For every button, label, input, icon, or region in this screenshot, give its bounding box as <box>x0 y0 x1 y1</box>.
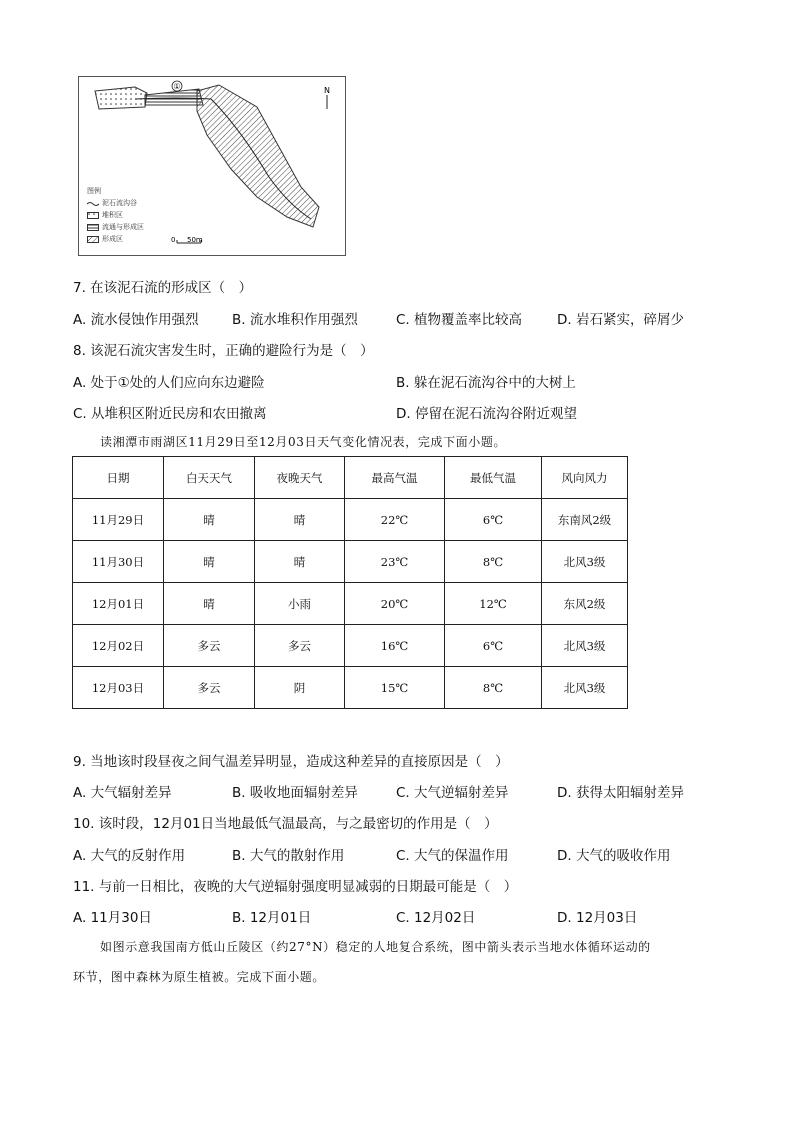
q9-option-d: D. 获得太阳辐射差异 <box>557 785 684 801</box>
cell-max-temp: 23℃ <box>345 541 445 583</box>
cell-min-temp: 8℃ <box>445 541 542 583</box>
q8-option-c: C. 从堆积区附近民房和农田撤离 <box>73 406 267 422</box>
debris-flow-map <box>78 76 346 256</box>
cell-wind: 北风3级 <box>542 667 628 709</box>
cell-max-temp: 22℃ <box>345 499 445 541</box>
cell-min-temp: 6℃ <box>445 625 542 667</box>
accumulation-zone <box>95 87 147 109</box>
legend-item-valley: 泥石流沟谷 <box>87 197 144 209</box>
weather-table <box>72 456 628 709</box>
table-row <box>73 499 628 541</box>
q7-option-b: B. 流水堆积作用强烈 <box>232 312 358 328</box>
q10-option-c: C. 大气的保温作用 <box>396 848 509 864</box>
q8-option-a: A. 处于①处的人们应向东边避险 <box>73 375 265 391</box>
legend-item-accumulation: 堆积区 <box>87 209 144 221</box>
q9-option-c: C. 大气逆辐射差异 <box>396 785 509 801</box>
q8-stem: 8. 该泥石流灾害发生时，正确的避险行为是（ ） <box>73 343 374 359</box>
header-max-temp: 最高气温 <box>345 457 445 499</box>
cell-wind: 东风2级 <box>542 583 628 625</box>
cell-max-temp: 16℃ <box>345 625 445 667</box>
cell-day-weather: 晴 <box>164 583 255 625</box>
cell-max-temp: 20℃ <box>345 583 445 625</box>
cell-night-weather: 晴 <box>255 499 345 541</box>
table-row <box>73 625 628 667</box>
q9-option-a: A. 大气辐射差异 <box>73 785 172 801</box>
cell-night-weather: 阴 <box>255 667 345 709</box>
q11-option-a: A. 11月30日 <box>73 910 152 926</box>
map-legend <box>87 185 144 245</box>
cell-date: 11月29日 <box>73 499 164 541</box>
legend-item-formation: 形成区 <box>87 233 144 245</box>
q11-option-d: D. 12月03日 <box>557 910 638 926</box>
header-date: 日期 <box>73 457 164 499</box>
q7-stem: 7. 在该泥石流的形成区（ ） <box>73 280 253 296</box>
cell-night-weather: 小雨 <box>255 583 345 625</box>
q7-option-c: C. 植物覆盖率比较高 <box>396 312 523 328</box>
cell-date: 11月30日 <box>73 541 164 583</box>
q9-option-b: B. 吸收地面辐射差异 <box>232 785 358 801</box>
formation-zone <box>197 85 319 227</box>
q10-option-b: B. 大气的散射作用 <box>232 848 345 864</box>
scale-max: 50m <box>187 236 203 244</box>
q11-option-c: C. 12月02日 <box>396 910 476 926</box>
q7-option-d: D. 岩石紧实，碎屑少 <box>557 312 684 328</box>
cell-day-weather: 晴 <box>164 541 255 583</box>
cell-date: 12月03日 <box>73 667 164 709</box>
cell-min-temp: 8℃ <box>445 667 542 709</box>
header-wind: 风向风力 <box>542 457 628 499</box>
marker-label: ① <box>173 82 181 91</box>
cell-date: 12月02日 <box>73 625 164 667</box>
cell-wind: 北风3级 <box>542 625 628 667</box>
header-min-temp: 最低气温 <box>445 457 542 499</box>
q8-option-d: D. 停留在泥石流沟谷附近观望 <box>396 406 577 422</box>
q11-option-b: B. 12月01日 <box>232 910 312 926</box>
cell-day-weather: 晴 <box>164 499 255 541</box>
q10-option-a: A. 大气的反射作用 <box>73 848 186 864</box>
weather-intro: 读湘潭市雨湖区11月29日至12月03日天气变化情况表，完成下面小题。 <box>100 435 507 449</box>
cell-day-weather: 多云 <box>164 625 255 667</box>
cell-wind: 北风3级 <box>542 541 628 583</box>
cell-max-temp: 15℃ <box>345 667 445 709</box>
flow-channel-zone <box>145 89 203 105</box>
scale-zero: 0 <box>171 236 176 244</box>
q7-option-a: A. 流水侵蚀作用强烈 <box>73 312 199 328</box>
cell-wind: 东南风2级 <box>542 499 628 541</box>
system-intro-line2: 环节，图中森林为原生植被。完成下面小题。 <box>73 970 326 984</box>
table-header-row <box>73 457 628 499</box>
header-night-weather: 夜晚天气 <box>255 457 345 499</box>
legend-item-flow: 流通与形成区 <box>87 221 144 233</box>
cell-night-weather: 晴 <box>255 541 345 583</box>
q10-stem: 10. 该时段，12月01日当地最低气温最高，与之最密切的作用是（ ） <box>73 816 498 832</box>
table-row <box>73 583 628 625</box>
table-row <box>73 667 628 709</box>
header-day-weather: 白天天气 <box>164 457 255 499</box>
cell-min-temp: 6℃ <box>445 499 542 541</box>
cell-min-temp: 12℃ <box>445 583 542 625</box>
legend-title: 图例 <box>87 187 101 195</box>
q9-stem: 9. 当地该时段昼夜之间气温差异明显，造成这种差异的直接原因是（ ） <box>73 754 509 770</box>
north-label: N <box>324 86 330 95</box>
cell-date: 12月01日 <box>73 583 164 625</box>
cell-day-weather: 多云 <box>164 667 255 709</box>
system-intro-line1: 如图示意我国南方低山丘陵区（约27°N）稳定的人地复合系统，图中箭头表示当地水体循环运动的 <box>100 940 651 954</box>
q11-stem: 11. 与前一日相比，夜晚的大气逆辐射强度明显减弱的日期最可能是（ ） <box>73 879 518 895</box>
q10-option-d: D. 大气的吸收作用 <box>557 848 671 864</box>
q8-option-b: B. 躲在泥石流沟谷中的大树上 <box>396 375 576 391</box>
cell-night-weather: 多云 <box>255 625 345 667</box>
table-row <box>73 541 628 583</box>
